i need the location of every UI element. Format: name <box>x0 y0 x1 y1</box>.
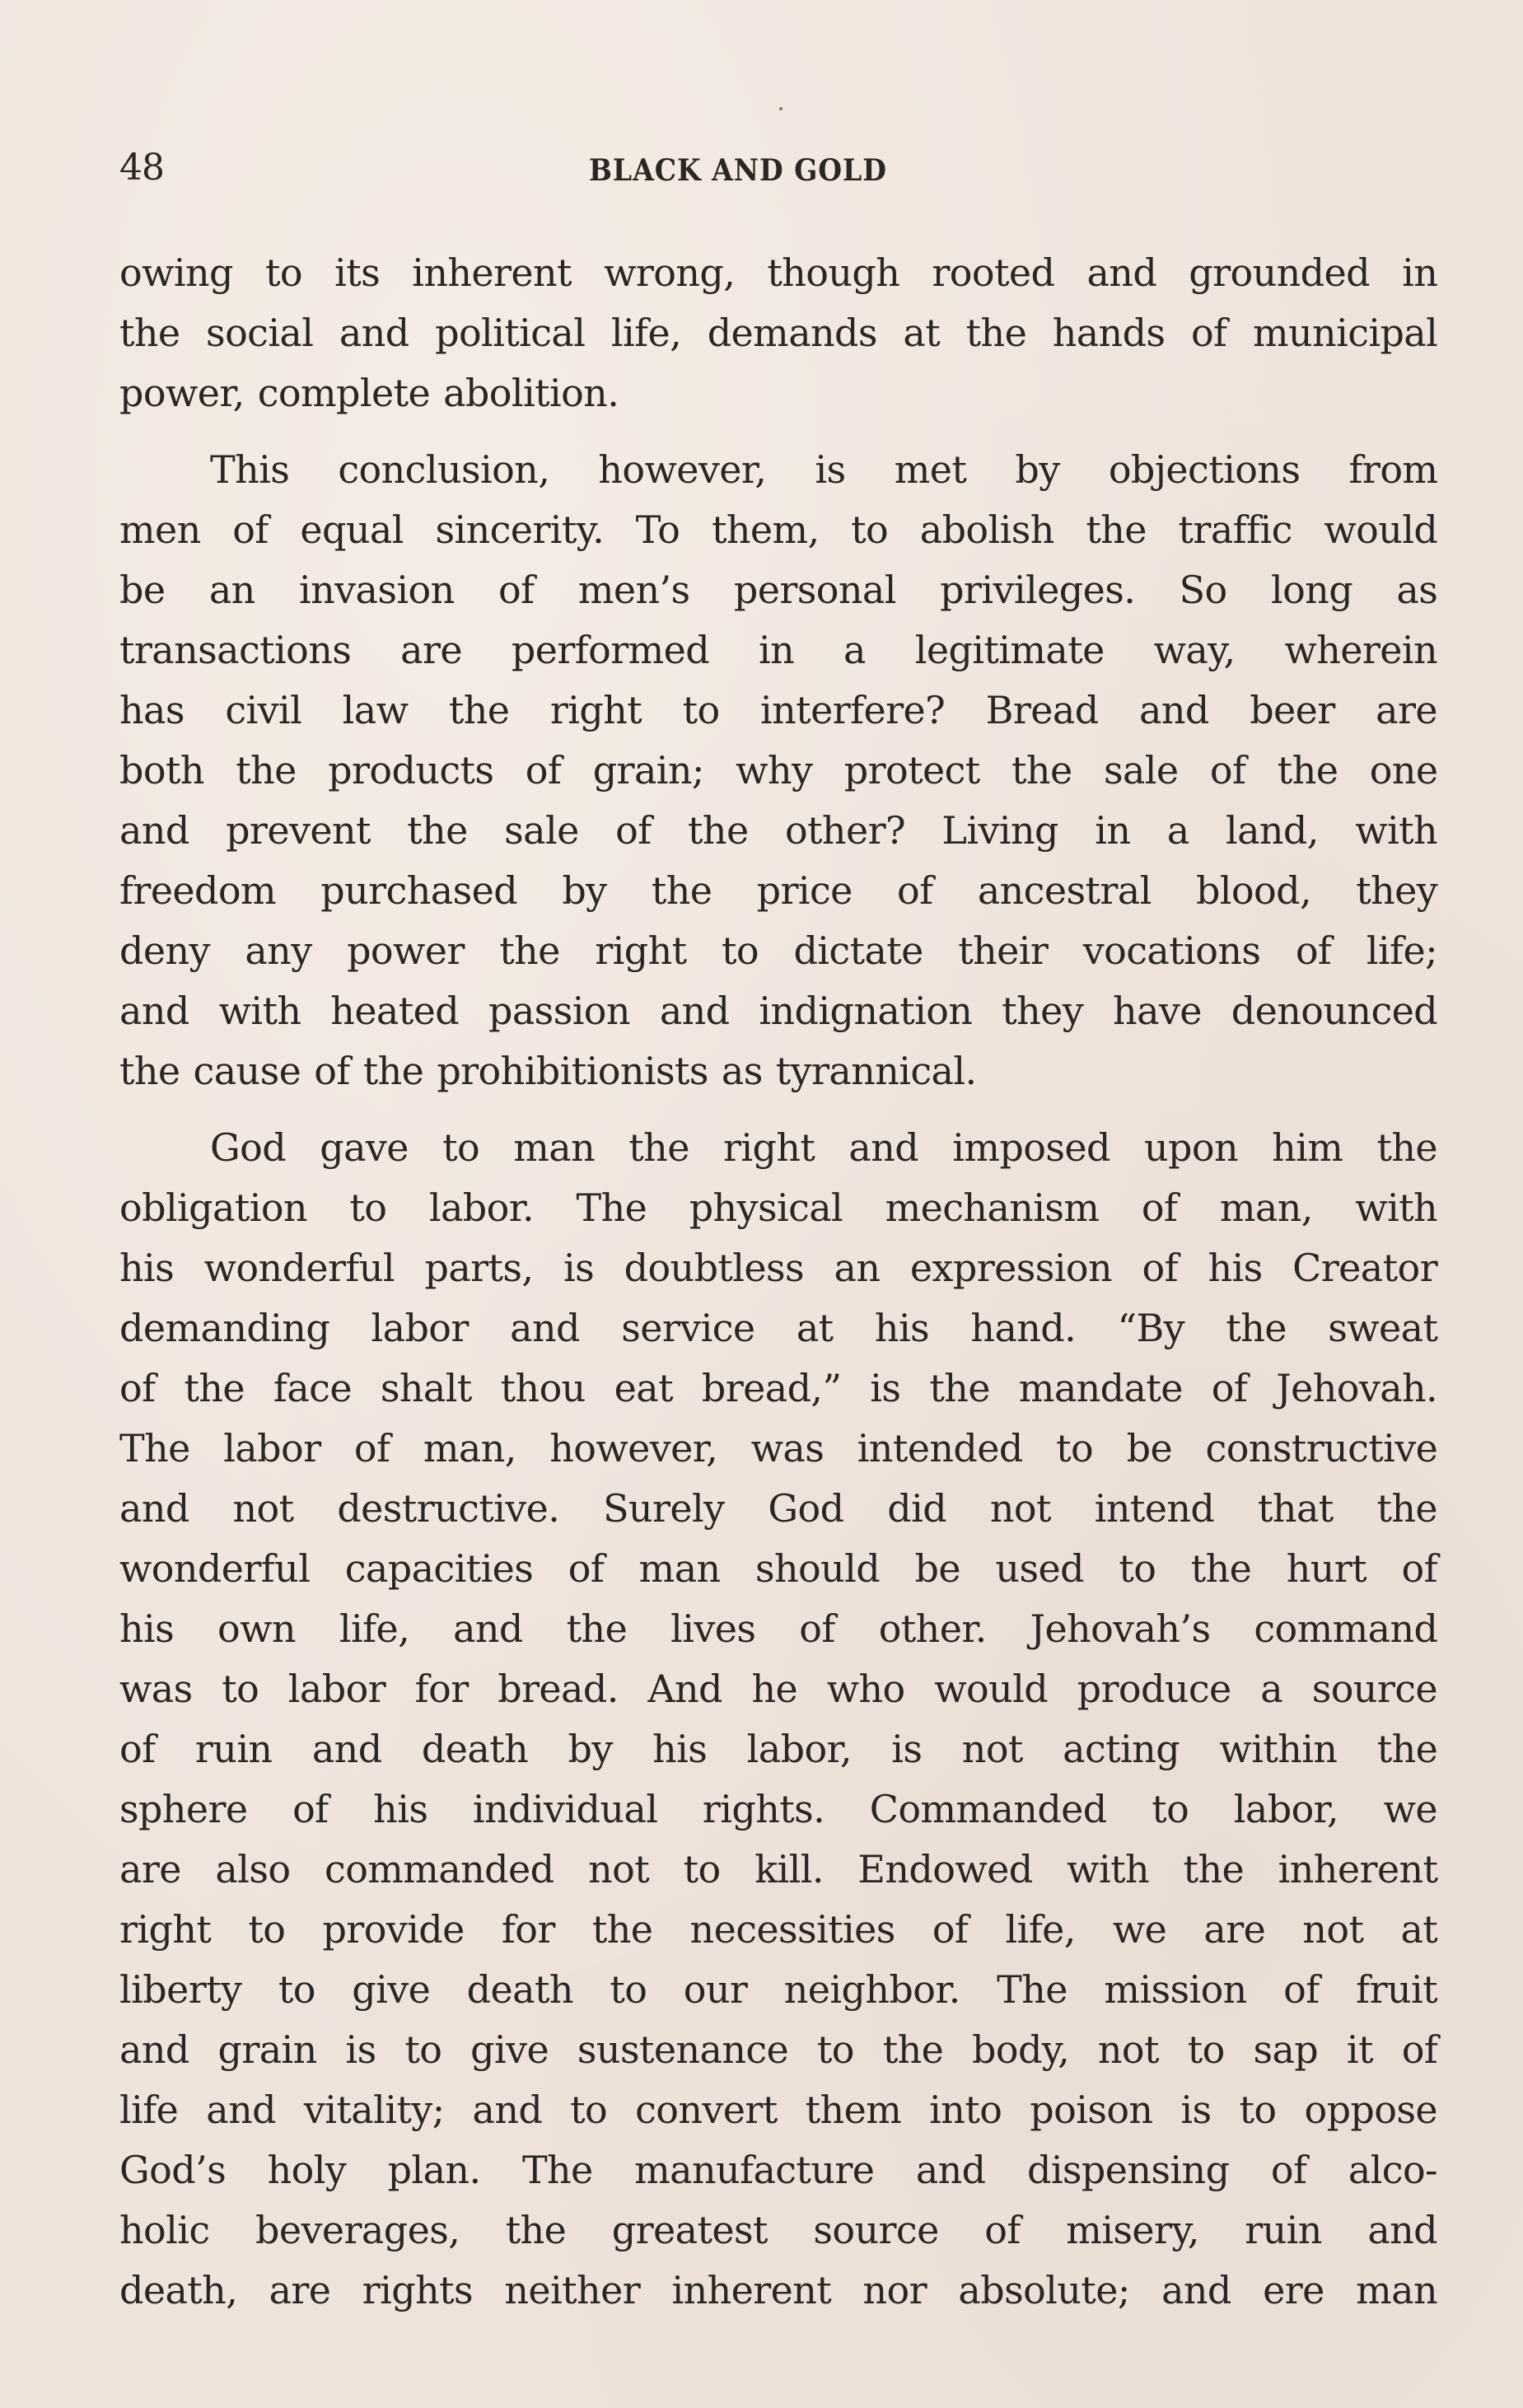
text-line: power, complete abolition. <box>119 371 619 415</box>
text-line: and not destructive. Surely God did not intend that the <box>119 1486 1437 1531</box>
text-line: and prevent the sale of the other? Living in a land, with <box>119 808 1437 853</box>
running-title: BLACK AND GOLD <box>589 153 887 188</box>
text-line: the social and political life, demands at the hands of municipal <box>119 311 1438 355</box>
text-line: liberty to give death to our neighbor. The mission of fruit <box>119 1967 1437 2012</box>
text-line: has civil law the right to interfere? Bread and beer are <box>119 688 1437 732</box>
text-line: life and vitality; and to convert them into poison is to oppose <box>119 2088 1437 2132</box>
text-line: God gave to man the right and imposed upon him the <box>210 1125 1437 1170</box>
page-number: 48 <box>119 147 164 189</box>
text-line: sphere of his individual rights. Commanded to labor, we <box>119 1787 1437 1831</box>
text-line: be an invasion of men’s personal privileges. So long as <box>119 568 1438 612</box>
text-line: transactions are performed in a legitimate way, wherein <box>119 628 1437 672</box>
text-line: This conclusion, however, is met by objections from <box>210 447 1438 492</box>
paragraph-3 <box>119 1118 1437 2321</box>
text-line: men of equal sincerity. To them, to abolish the traffic would <box>119 507 1438 552</box>
text-line: owing to its inherent wrong, though rooted and grounded in <box>119 250 1438 295</box>
text-line: right to provide for the necessities of life, we are not at <box>119 1907 1438 1952</box>
paragraph-2 <box>119 440 1437 1101</box>
text-line: was to labor for bread. And he who would produce a source <box>119 1667 1437 1711</box>
page-header <box>119 147 1437 196</box>
text-line: demanding labor and service at his hand. “By the sweat <box>119 1306 1438 1350</box>
text-line: freedom purchased by the price of ancestral blood, they <box>119 868 1438 913</box>
text-line: wonderful capacities of man should be used to the hurt of <box>119 1546 1437 1591</box>
text-line: God’s holy plan. The manufacture and dispensing of alco- <box>119 2148 1437 2192</box>
text-line: his wonderful parts, is doubtless an expression of his Creator <box>119 1246 1437 1290</box>
text-line: of ruin and death by his labor, is not acting within the <box>119 1727 1438 1771</box>
text-line: his own life, and the lives of other. Jehovah’s command <box>119 1606 1438 1651</box>
paragraph-1 <box>119 243 1437 423</box>
text-line: obligation to labor. The physical mechanism of man, with <box>119 1185 1437 1230</box>
text-line: the cause of the prohibitionists as tyrannical. <box>119 1049 977 1093</box>
text-line: death, are rights neither inherent nor absolute; and ere man <box>119 2268 1437 2312</box>
text-line: and grain is to give sustenance to the body, not to sap it of <box>119 2027 1438 2072</box>
text-line: and with heated passion and indignation they have denounced <box>119 989 1438 1033</box>
text-line: The labor of man, however, was intended to be constructive <box>119 1426 1438 1471</box>
text-line: both the products of grain; why protect the sale of the one <box>119 748 1438 793</box>
print-speck <box>779 107 783 110</box>
body-text <box>119 243 1437 2321</box>
text-line: deny any power the right to dictate their vocations of life; <box>119 928 1437 973</box>
text-line: are also commanded not to kill. Endowed with the inherent <box>119 1847 1438 1891</box>
text-line: holic beverages, the greatest source of misery, ruin and <box>119 2208 1438 2252</box>
text-line: of the face shalt thou eat bread,” is the mandate of Jehovah. <box>119 1366 1438 1410</box>
